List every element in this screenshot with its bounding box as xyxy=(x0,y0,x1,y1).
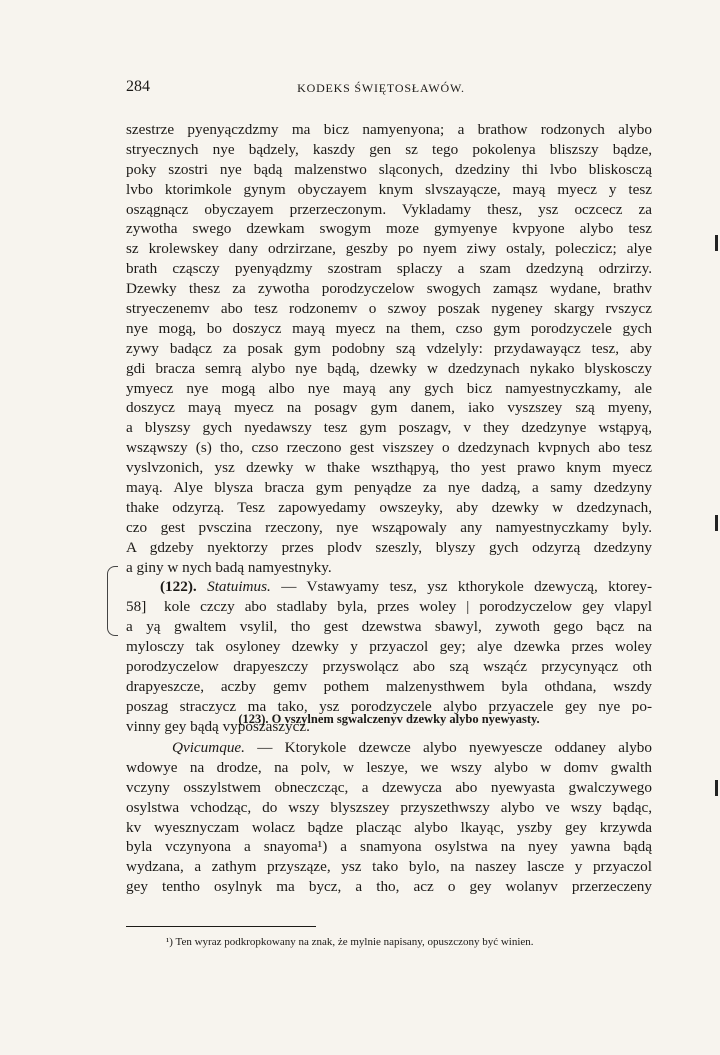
edge-mark xyxy=(715,780,718,796)
edge-mark xyxy=(715,235,718,251)
line-text: — Ktorykole dzewcze alybo nyewyescze oddaney alybo xyxy=(244,739,652,756)
text-line: vyslvzonich, ysz dzewky w thake wszthąpyą, tho yest prawo knym myecz xyxy=(126,459,652,477)
text-line: szestrze pyenyączdzmy ma bicz namyenyona; a brathow rodzonych alybo xyxy=(126,121,652,138)
text-line-with-margin-note xyxy=(126,597,652,617)
paragraph-3 xyxy=(126,758,652,897)
paragraph-2-first-line xyxy=(126,577,652,597)
margin-bracket xyxy=(107,566,118,636)
text-line: a giny w nych badą namyestnyky. xyxy=(126,558,332,576)
text-line: osylstwa vchodząc, do wszy blyszszey przyszethwszy alybo ve wszy bądąc, xyxy=(126,798,652,816)
text-line: a blyszsy gych nyedawszy tesz gym poszagv, v they dzedzynye wstąpyą, xyxy=(126,419,652,437)
text-line: czo gest pvsczina rzeczony, nye wsząpowaly any namyestnyczkamy byly. xyxy=(126,518,652,536)
text-line: stryeczenemv abo tesz rodzonemv o szwoy poszak nygeney skargy rvszycz xyxy=(126,300,652,318)
text-line: A gdzeby nyektorzy przes plodv szeszly, blyszy gych odzyrzą dzedzyny xyxy=(126,538,652,556)
text-line: kv wyesznyczam wolacz bądze placząc alybo lkayąc, yszby gey krzywda xyxy=(126,818,652,836)
footnote: ¹) Ten wyraz podkropkowany na znak, że mylnie napisany, opuszczony być winien. xyxy=(166,936,534,948)
text-line: wdowye na drodze, na polv, w leszye, we wszy alybo w domv gwalth xyxy=(126,758,652,776)
incipit: Qvicumque. xyxy=(172,739,245,756)
footnote-rule xyxy=(126,926,316,927)
text-line: poszag straczycz ma tako, ysz porodzyczele alybo przyaczele gey nye po- xyxy=(126,697,652,715)
text-line: oszągnącz obyczayem przerzeczonym. Vykladamy thesz, ysz oczcecz za xyxy=(126,200,652,218)
text-line: gdi bracza semrą alybo nye bądą, dzewky w dzedzynach nykako blyskosczy xyxy=(126,359,652,377)
page-number: 284 xyxy=(126,78,150,95)
text-line: nye mogą, bo doszycz mayą myecz na them, czso gym porodzyczele gych xyxy=(126,319,652,337)
text-line: wydzana, a zathym przysząze, ysz tako bylo, na naszey lascze y przyaczol xyxy=(126,858,652,876)
text-line: byla vczynyona a snayoma¹) a snamyona osylstwa na nyey yawna bądą xyxy=(126,838,652,856)
text-line: sz krolewskey dany odrzirzane, geszby po nyem ziwy ostaly, poleczicz; alye xyxy=(126,240,652,258)
section-heading: (123). O vszylnem sgwalczenyv dzewky alybo nyewyasty. xyxy=(238,712,540,726)
body-text-2 xyxy=(126,738,652,897)
paragraph-3-first-line xyxy=(126,738,652,758)
text-line: mylosczy tak osyloney dzewky y przyaczol gey; alye dzewka przes woley xyxy=(126,638,652,656)
text-line: poky szostri nye bądą malzenstwo sląconych, dzedziny thi lvbo bliskosczą xyxy=(126,160,652,178)
incipit: Statuimus. xyxy=(207,578,271,596)
text-line: gey tentho osylnyk ma bycz, a tho, acz o gey wolanyv przerzeczeny xyxy=(126,878,652,896)
text-line: ymyecz nye mogą albo nye mayą any gych bicz namyestnyczkamy, ale xyxy=(126,379,652,397)
edge-mark xyxy=(715,515,718,531)
margin-note: 58] xyxy=(126,598,147,616)
page-header xyxy=(112,78,650,102)
body-text xyxy=(126,120,652,737)
section-number: (122). xyxy=(160,578,197,596)
text-line: porodzyczelow drapyeszczy przyswolącz abo szą wsząćz przycynyącz oth xyxy=(126,658,652,676)
text-line: brath cząsczy pyenyądzmy szostram splaczy a szam dzedzyną odrzirzy. xyxy=(126,260,652,278)
line-text: — Vstawyamy tesz, ysz kthorykole dzewyczą, ktorey- xyxy=(270,578,652,596)
text-line: vczyny osszylstwem obneczcząc, a dzewycza abo nyewyasta gwalczywego xyxy=(126,778,652,796)
paragraph-1 xyxy=(126,120,652,577)
text-line: vinny gey bądą vyposzaszycz. xyxy=(126,717,310,735)
text-line: doszycz mayą myecz na posagv gym danem, iako vyszszey szą myeny, xyxy=(126,399,652,417)
text-line: stryecznych nye bądzely, kaszdy gen sz tego pokolenya bliszszy bądze, xyxy=(126,140,652,158)
text-line: a yą gwaltem vsylil, tho gest dzewstwa sbawyl, zywoth gego bącz na xyxy=(126,618,652,636)
running-title: KODEKS ŚWIĘTOSŁAWÓW. xyxy=(297,81,465,95)
text-line: mayą. Alye blysza bracza gym penyądze za nye dadzą, a samy dzedzyny xyxy=(126,479,652,497)
text-line: lvbo ktorimkole gynym obyczayem knym slvszayącze, mayą myecz y tesz xyxy=(126,180,652,198)
text-line: wsząwszy (s) tho, czso rzeczono gest viszszey o dzedzynach kvpnych abo tesz xyxy=(126,439,652,457)
text-line: Dzewky thesz za zywotha porodzyczelow swogych zamąsz wydane, brathv xyxy=(126,280,652,298)
line-text: kole czczy abo stadlaby byla, przes woley | porodzyczelow gey vlapyl xyxy=(164,598,652,616)
text-line: thake odzyrzą. Tesz zapowyedamy owszeyky, aby dzewky w dzedzynach, xyxy=(126,498,652,516)
text-line: zywy badącz za posak gym podobny szą vdzelyly: przydawayącz tesz, aby xyxy=(126,339,652,357)
text-line: zywotha swego dzewkam swogym moze gymyenye kvpyone alybo tesz xyxy=(126,220,652,238)
text-line: drapyeszcze, aczby gemv pothem malzenysthwem byla othdana, wszdy xyxy=(126,677,652,695)
